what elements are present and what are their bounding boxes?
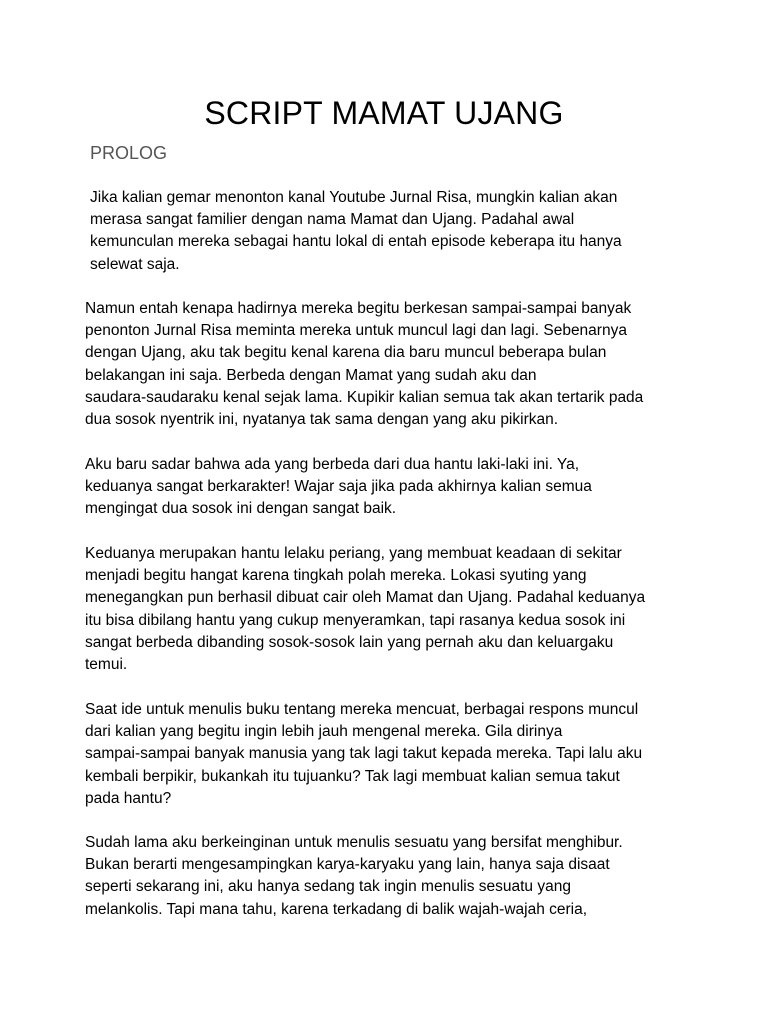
paragraph-1: Jika kalian gemar menonton kanal Youtube Jurnal Risa, mungkin kalian akan merasa sangat familier dengan nama Mamat dan Ujang. Padahal awal kemunculan mereka sebagai hantu lokal di entah episode keberapa itu hanya selewat saja. xyxy=(90,189,622,273)
paragraph-3: Aku baru sadar bahwa ada yang berbeda dari dua hantu laki-laki ini. Ya, keduanya sangat berkarakter! Wajar saja jika pada akhirnya kalian semua mengingat dua sosok ini dengan sangat baik. xyxy=(85,456,592,518)
section-heading: PROLOG xyxy=(90,143,168,163)
paragraph-5: Saat ide untuk menulis buku tentang mereka mencuat, berbagai respons muncul dari kalian yang begitu ingin lebih jauh mengenal mereka. Gila dirinya sampai-sampai banyak manusia yang tak lagi takut kepada mereka. Tapi lalu aku kembali berpikir, bukankah itu tujuanku? Tak lagi membuat kalian semua takut pada hantu? xyxy=(85,701,643,807)
paragraph-4: Keduanya merupakan hantu lelaku periang, yang membuat keadaan di sekitar menjadi begitu hangat karena tingkah polah mereka. Lokasi syuting yang menegangkan pun berhasil dibuat cair oleh Mamat dan Ujang. Padahal keduanya itu bisa dibilang hantu yang cukup menyeramkan, tapi rasanya kedua sosok ini sangat berbeda dibanding sosok-sosok lain yang pernah aku dan keluargaku temui. xyxy=(85,545,646,674)
document-title: SCRIPT MAMAT UJANG xyxy=(204,95,564,131)
paragraph-2: Namun entah kenapa hadirnya mereka begitu berkesan sampai-sampai banyak penonton Jurnal Risa meminta mereka untuk muncul lagi dan lagi. Sebenarnya dengan Ujang, aku tak begitu kenal karena dia baru muncul beberapa bulan belakangan ini saja. Berbeda dengan Mamat yang sudah aku dan saudara-saudaraku kenal sejak lama. Kupikir kalian semua tak akan tertarik pada dua sosok nyentrik ini, nyatanya tak sama dengan yang aku pikirkan. xyxy=(85,300,644,429)
paragraph-6: Sudah lama aku berkeinginan untuk menulis sesuatu yang bersifat menghibur. Bukan berarti mengesampingkan karya-karyaku yang lain, hanya saja disaat seperti sekarang ini, aku hanya sedang tak ingin menulis sesuatu yang melankolis. Tapi mana tahu, karena terkadang di balik wajah-wajah ceria, xyxy=(85,834,623,918)
